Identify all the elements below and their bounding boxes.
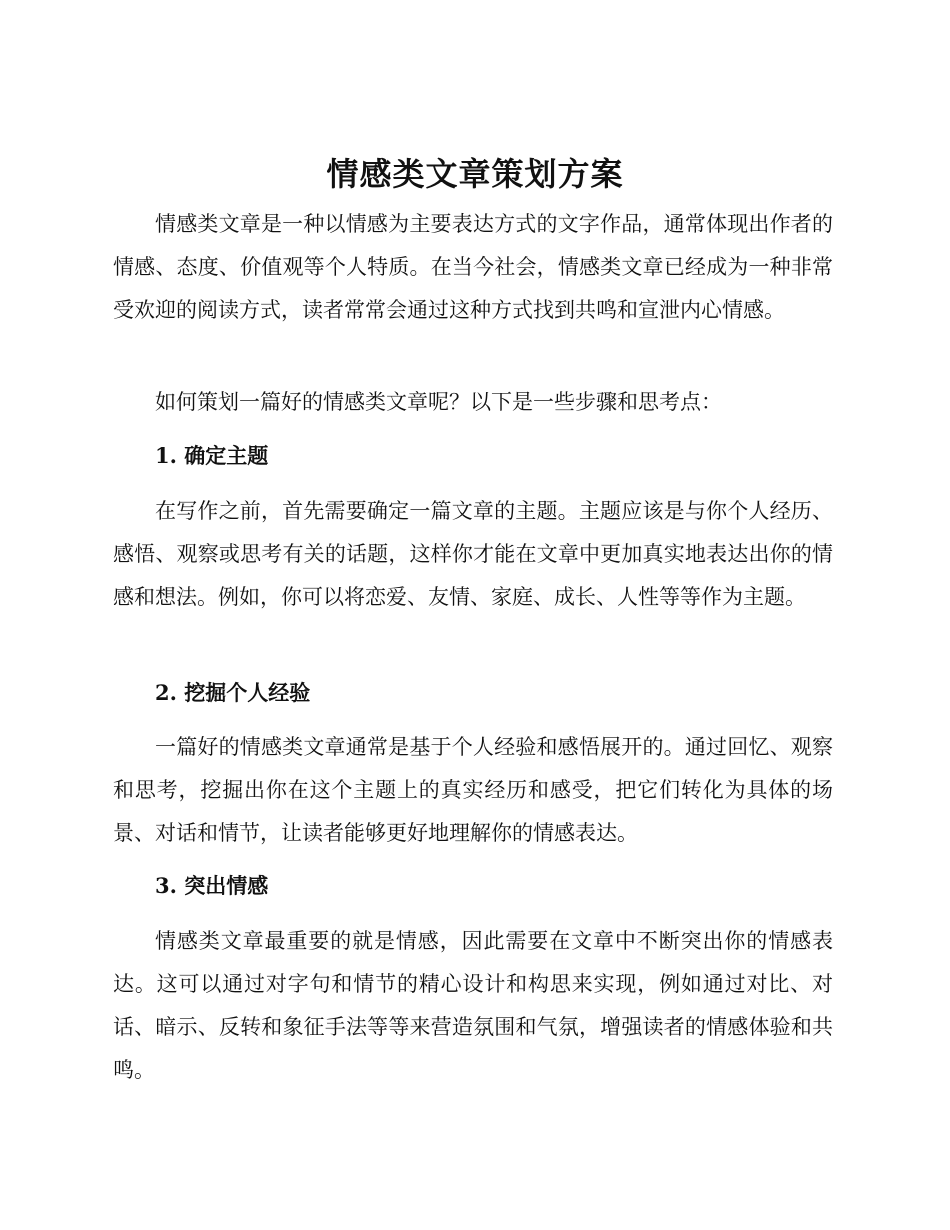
section-heading-1: 1. 确定主题: [155, 443, 269, 468]
section-body-3: 情感类文章最重要的就是情感，因此需要在文章中不断突出你的情感表达。这可以通过对字句和情节的精心设计和构思来实现，例如通过对比、对话、暗示、反转和象征手法等等来营造氛围和气氛，增强读者的情感体验和共鸣。: [113, 929, 833, 1082]
section-heading-2: 2. 挖掘个人经验: [155, 680, 311, 705]
section-body-1: 在写作之前，首先需要确定一篇文章的主题。主题应该是与你个人经历、感悟、观察或思考有关的话题，这样你才能在文章中更加真实地表达出你的情感和想法。例如，你可以将恋爱、友情、家庭、成长、人性等等作为主题。: [113, 499, 833, 609]
intro-paragraph-1: 情感类文章是一种以情感为主要表达方式的文字作品，通常体现出作者的情感、态度、价值观等个人特质。在当今社会，情感类文章已经成为一种非常受欢迎的阅读方式，读者常常会通过这种方式找到共鸣和宣泄内心情感。: [113, 212, 833, 322]
page-title: 情感类文章策划方案: [326, 155, 624, 193]
intro-paragraph-2: 如何策划一篇好的情感类文章呢？以下是一些步骤和思考点：: [155, 390, 722, 414]
section-heading-3: 3. 突出情感: [155, 873, 269, 898]
section-body-2: 一篇好的情感类文章通常是基于个人经验和感悟展开的。通过回忆、观察和思考，挖掘出你在这个主题上的真实经历和感受，把它们转化为具体的场景、对话和情节，让读者能够更好地理解你的情感表达。: [113, 735, 833, 845]
